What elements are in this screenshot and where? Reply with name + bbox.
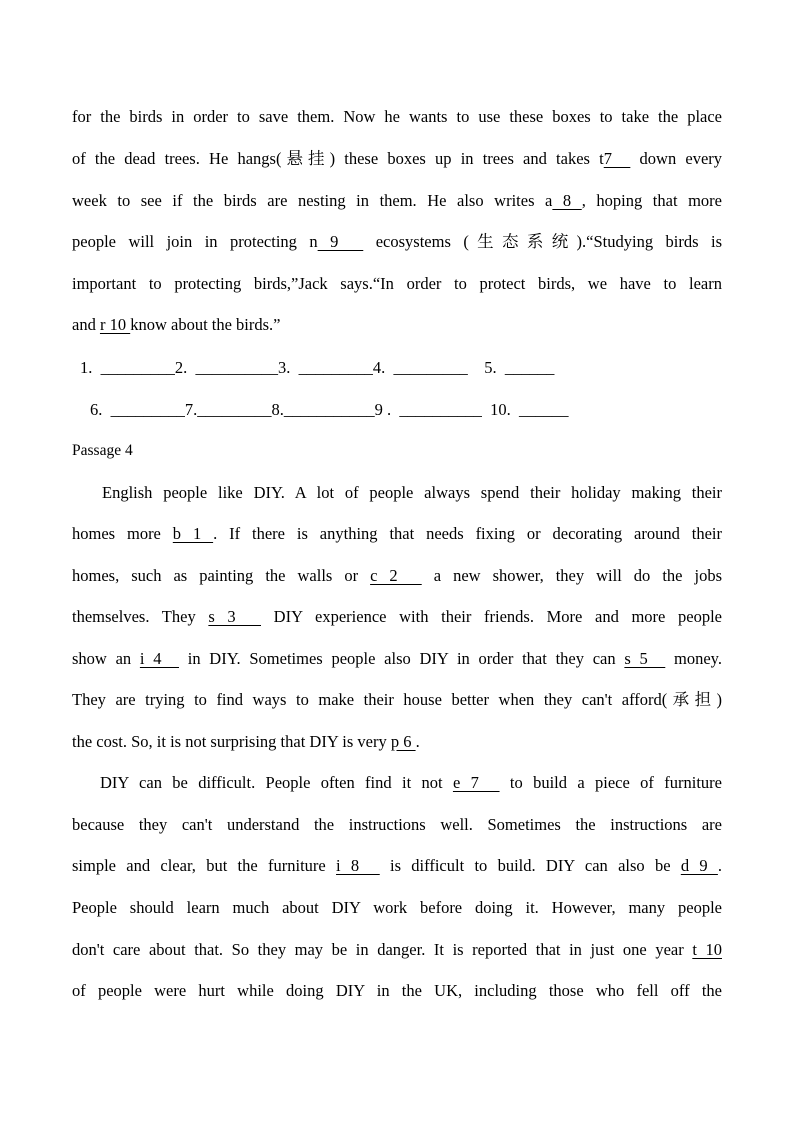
text-segment: . If there is anything that needs fixing or decorating around their [213,524,723,543]
answer-row-2: 6. _________7._________8.___________9 . __________ 10. ______ [90,400,569,419]
text-segment: money. [665,649,722,668]
passage4-p1-line-2 [72,524,722,544]
blank-1: b 1 [172,524,214,543]
passage3-line-6 [72,315,722,335]
text-segment: in DIY. Sometimes people also DIY in order that they can [178,649,625,668]
passage3-line-2 [72,149,722,169]
text-segment: is difficult to build. DIY can also be [379,856,681,875]
text-segment: down every [630,149,723,168]
blank-3: s 3 [208,607,261,626]
text-segment: People should learn much about DIY work before doing it. However, many people [72,898,722,917]
passage-title: Passage 4 [72,442,133,459]
text-segment: and [72,315,100,334]
passage4-p1-line-6 [72,690,722,710]
text-segment: English people like DIY. A lot of people always spend their holiday making their [102,483,722,502]
passage4-p1-line-5 [72,649,722,669]
passage4-p2-line-6 [72,981,722,1001]
text-segment: ecosystems (生态系统).“Studying birds is [363,232,723,251]
text-segment: . [717,856,723,875]
blank-10: t 10 [692,940,722,959]
text-segment: , hoping that more [581,191,722,210]
blank-9: 9 [317,232,364,251]
passage4-p2-line-2 [72,815,722,835]
text-segment: of the dead trees. He hangs(悬挂) these boxes up in trees and takes t [72,149,604,168]
passage4-p1-line-7 [72,732,722,752]
passage4-p1-line-1 [102,483,722,503]
passage4-p1-line-4 [72,607,722,627]
text-segment: of people were hurt while doing DIY in the UK, including those who fell off the [72,981,722,1000]
text-segment: a new shower, they will do the jobs [421,566,722,585]
blank-9: d 9 [680,856,718,875]
blank-2: c 2 [370,566,422,585]
blank-8: i 8 [336,856,380,875]
passage4-p2-line-5 [72,940,722,960]
blank-7: 7 [603,149,631,168]
text-segment: simple and clear, but the furniture [72,856,337,875]
blank-4: i 4 [139,649,179,668]
passage4-p2-line-1 [100,773,722,793]
text-segment: show an [72,649,140,668]
text-segment: to build a piece of furniture [499,773,722,792]
text-segment: because they can't understand the instructions well. Sometimes the instructions are [72,815,722,834]
blank-10: r 10 [99,315,131,334]
passage3-line-1 [72,107,722,127]
blank-6: p 6 [390,732,416,751]
text-segment: for the birds in order to save them. Now he wants to use these boxes to take the place [72,107,722,126]
passage4-p1-line-3 [72,566,722,586]
text-segment: . [415,732,420,751]
passage3-line-4 [72,232,722,252]
passage4-p2-line-3 [72,856,722,876]
text-segment: week to see if the birds are nesting in them. He also writes a [72,191,553,210]
text-segment: homes, such as painting the walls or [72,566,371,585]
blank-5: s 5 [624,649,666,668]
text-segment: They are trying to find ways to make their house better when they can't afford(承担) [72,690,722,709]
passage3-line-5 [72,274,722,294]
text-segment: DIY can be difficult. People often find it not [100,773,453,792]
text-segment: don't care about that. So they may be in danger. It is reported that in just one year [72,940,693,959]
text-segment: know about the birds.” [130,315,281,334]
text-segment: themselves. They [72,607,209,626]
text-segment: the cost. So, it is not surprising that DIY is very [72,732,391,751]
text-segment: DIY experience with their friends. More and more people [261,607,723,626]
blank-8: 8 [552,191,582,210]
answer-row-1: 1. _________2. __________3. _________4. _________ 5. ______ [80,358,555,377]
blank-7: e 7 [452,773,500,792]
text-segment: people will join in protecting n [72,232,318,251]
text-segment: homes more [72,524,173,543]
text-segment: important to protecting birds,”Jack says.“In order to protect birds, we have to learn [72,274,722,293]
passage3-line-3 [72,191,722,211]
passage4-p2-line-4 [72,898,722,918]
